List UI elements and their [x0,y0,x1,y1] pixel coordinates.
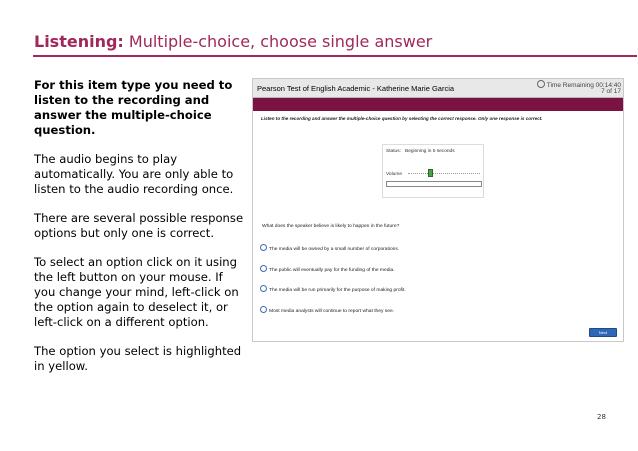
instruction-intro: For this item type you need to listen to the recording and answer the multiple-choice question. [34,78,233,137]
volume-slider[interactable] [408,173,480,174]
item-count: 7 of 17 [601,88,621,95]
test-direction: Listen to the recording and answer the multiple-choice question by selecting the correct response. Only one response is correct. [261,116,543,121]
option-2[interactable] [260,265,395,273]
slide-title-rest: Multiple-choice, choose single answer [123,32,433,51]
test-header-title: Pearson Test of English Academic - Katherine Marie Garcia [257,84,455,93]
timer-text: Time Remaining 00:14:40 [546,82,621,89]
status-label: Status: [386,149,401,154]
audio-progress-bar [386,181,482,187]
radio-icon[interactable] [260,285,267,292]
option-label: The media will be owned by a small number of corporations. [269,247,400,252]
option-4[interactable] [260,306,394,314]
option-label: The public will eventually pay for the funding of the media. [269,268,395,273]
option-3[interactable] [260,285,406,293]
header-bar [253,98,623,111]
audio-player [382,144,484,198]
volume-label: Volume [386,172,402,177]
page-number: 28 [597,413,606,421]
radio-icon[interactable] [260,244,267,251]
option-1[interactable] [260,244,399,252]
option-label: Most media analysts will continue to report what they see. [269,309,395,314]
instruction-highlight: The option you select is highlighted in yellow. [34,344,242,373]
radio-icon[interactable] [260,265,267,272]
instruction-select: To select an option click on it using the left button on your mouse. If you change your mind, left-click on the option again to deselect it, or left-click on a different option. [34,255,239,329]
volume-knob[interactable] [428,169,433,177]
test-header [253,79,623,98]
option-label: The media will be run primarily for the purpose of making profit. [269,288,406,293]
title-divider [33,55,637,57]
instructions-panel [34,78,246,388]
status-value: Beginning in 5 seconds [405,149,455,154]
clock-icon [537,80,545,88]
test-screenshot [252,78,624,342]
instruction-options: There are several possible response options but only one is correct. [34,211,244,240]
next-button[interactable]: Next [589,328,617,337]
question-text: What does the speaker believe is likely to happen in the future? [262,224,400,229]
instruction-audio: The audio begins to play automatically. You are only able to listen to the audio recording once. [34,152,234,196]
slide-title [34,32,432,51]
radio-icon[interactable] [260,306,267,313]
slide-title-bold: Listening: [34,32,124,51]
